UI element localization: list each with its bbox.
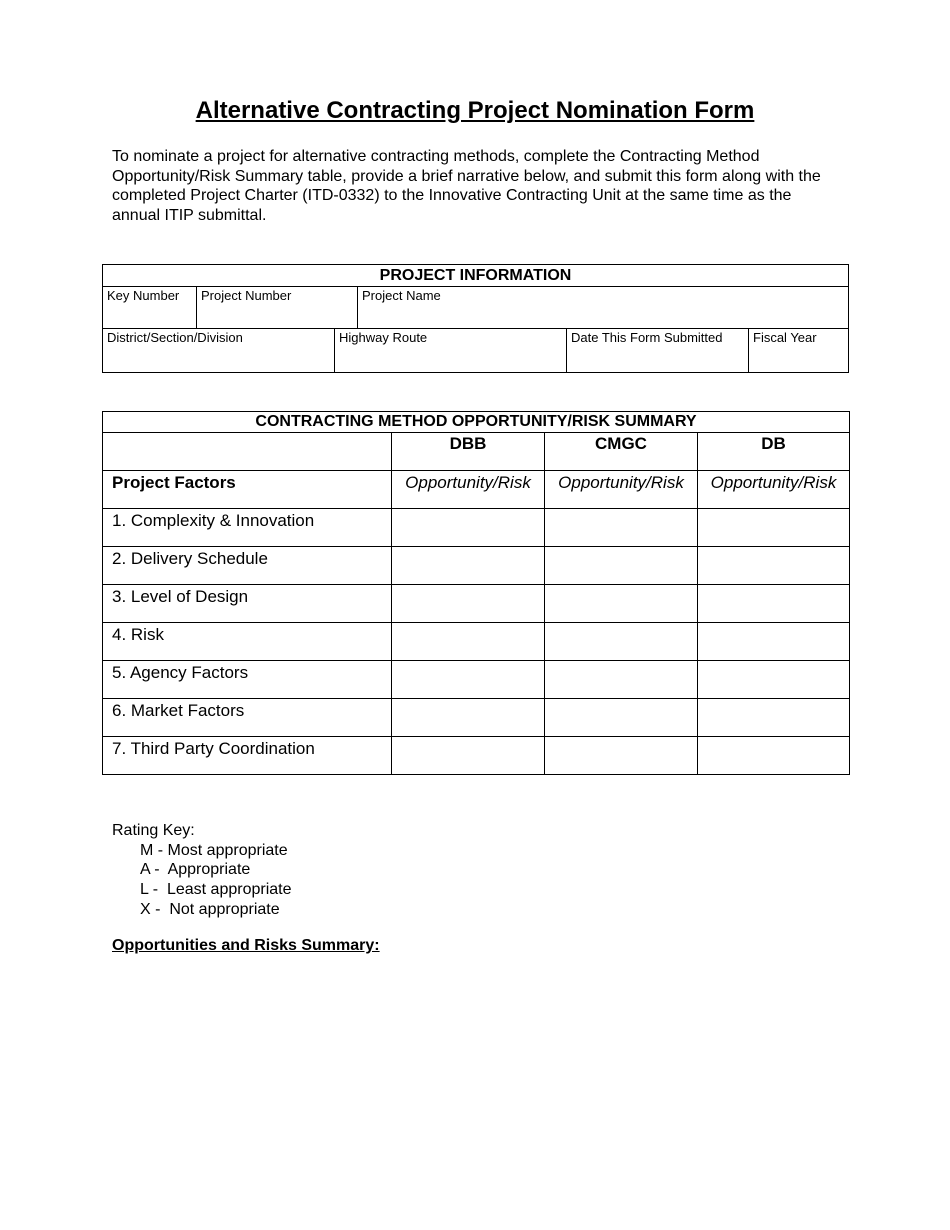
factor-label: 1. Complexity & Innovation xyxy=(103,509,392,547)
dbb-opportunity-risk-label: Opportunity/Risk xyxy=(392,471,545,509)
fiscal-year-field[interactable] xyxy=(748,329,848,372)
rating-cell-dbb[interactable] xyxy=(392,585,545,623)
db-opportunity-risk-label: Opportunity/Risk xyxy=(698,471,850,509)
project-info-row-2 xyxy=(103,329,848,372)
rating-cell-cmgc[interactable] xyxy=(545,585,698,623)
table-row xyxy=(103,661,850,699)
rating-key-item: X - Not appropriate xyxy=(140,900,280,918)
rating-cell-dbb[interactable] xyxy=(392,661,545,699)
project-information-table xyxy=(102,264,849,373)
table-row xyxy=(103,699,850,737)
factor-label: 7. Third Party Coordination xyxy=(103,737,392,775)
rating-cell-db[interactable] xyxy=(698,623,850,661)
column-header-cmgc: CMGC xyxy=(545,433,698,471)
key-number-field[interactable] xyxy=(103,287,196,328)
factor-label: 5. Agency Factors xyxy=(103,661,392,699)
date-submitted-field[interactable] xyxy=(566,329,748,372)
rating-cell-cmgc[interactable] xyxy=(545,661,698,699)
rating-cell-dbb[interactable] xyxy=(392,699,545,737)
summary-table-heading: CONTRACTING METHOD OPPORTUNITY/RISK SUMMARY xyxy=(103,412,850,433)
project-name-field[interactable] xyxy=(357,287,848,328)
rating-cell-dbb[interactable] xyxy=(392,509,545,547)
project-number-label: Project Number xyxy=(201,288,292,303)
fiscal-year-label: Fiscal Year xyxy=(753,330,817,345)
rating-key-item: L - Least appropriate xyxy=(140,881,292,899)
rating-cell-db[interactable] xyxy=(698,509,850,547)
key-number-label: Key Number xyxy=(107,288,180,303)
rating-cell-db[interactable] xyxy=(698,547,850,585)
table-row xyxy=(103,547,850,585)
column-header-db: DB xyxy=(698,433,850,471)
column-header-dbb: DBB xyxy=(392,433,545,471)
rating-cell-dbb[interactable] xyxy=(392,623,545,661)
cmgc-opportunity-risk-label: Opportunity/Risk xyxy=(545,471,698,509)
project-number-field[interactable] xyxy=(196,287,357,328)
rating-key-label: Rating Key: xyxy=(112,822,195,839)
rating-key-item: M - Most appropriate xyxy=(140,841,288,859)
factor-label: 3. Level of Design xyxy=(103,585,392,623)
rating-cell-db[interactable] xyxy=(698,585,850,623)
rating-cell-cmgc[interactable] xyxy=(545,699,698,737)
rating-cell-cmgc[interactable] xyxy=(545,547,698,585)
rating-cell-dbb[interactable] xyxy=(392,737,545,775)
district-label: District/Section/Division xyxy=(107,330,243,345)
district-field[interactable] xyxy=(103,329,334,372)
rating-key-item: A - Appropriate xyxy=(140,861,251,879)
rating-cell-cmgc[interactable] xyxy=(545,623,698,661)
rating-key xyxy=(112,821,292,920)
rating-cell-cmgc[interactable] xyxy=(545,509,698,547)
rating-cell-db[interactable] xyxy=(698,699,850,737)
summary-corner-cell xyxy=(103,433,392,471)
factor-label: 4. Risk xyxy=(103,623,392,661)
project-factors-header: Project Factors xyxy=(103,471,392,509)
opportunity-risk-summary-table xyxy=(102,411,850,775)
rating-cell-db[interactable] xyxy=(698,661,850,699)
project-info-row-1 xyxy=(103,287,848,329)
rating-cell-cmgc[interactable] xyxy=(545,737,698,775)
project-name-label: Project Name xyxy=(362,288,441,303)
highway-route-field[interactable] xyxy=(334,329,566,372)
opportunities-risks-summary-heading: Opportunities and Risks Summary: xyxy=(112,937,380,954)
table-row xyxy=(103,623,850,661)
date-submitted-label: Date This Form Submitted xyxy=(571,330,723,345)
rating-cell-db[interactable] xyxy=(698,737,850,775)
project-information-heading: PROJECT INFORMATION xyxy=(103,265,848,287)
factor-label: 6. Market Factors xyxy=(103,699,392,737)
table-row xyxy=(103,737,850,775)
factor-label: 2. Delivery Schedule xyxy=(103,547,392,585)
form-title: Alternative Contracting Project Nomination Form xyxy=(195,97,755,124)
highway-route-label: Highway Route xyxy=(339,330,428,345)
table-row xyxy=(103,585,850,623)
table-row xyxy=(103,509,850,547)
rating-cell-dbb[interactable] xyxy=(392,547,545,585)
intro-paragraph: To nominate a project for alternative contracting methods, complete the Contracting Method Opportunity/Risk Summary table, provide a brief narrative below, and submit this form along with the completed Project Charter (ITD-0332) to the Innovative Contracting Unit at the same time as the annual ITIP submittal. xyxy=(112,148,821,224)
